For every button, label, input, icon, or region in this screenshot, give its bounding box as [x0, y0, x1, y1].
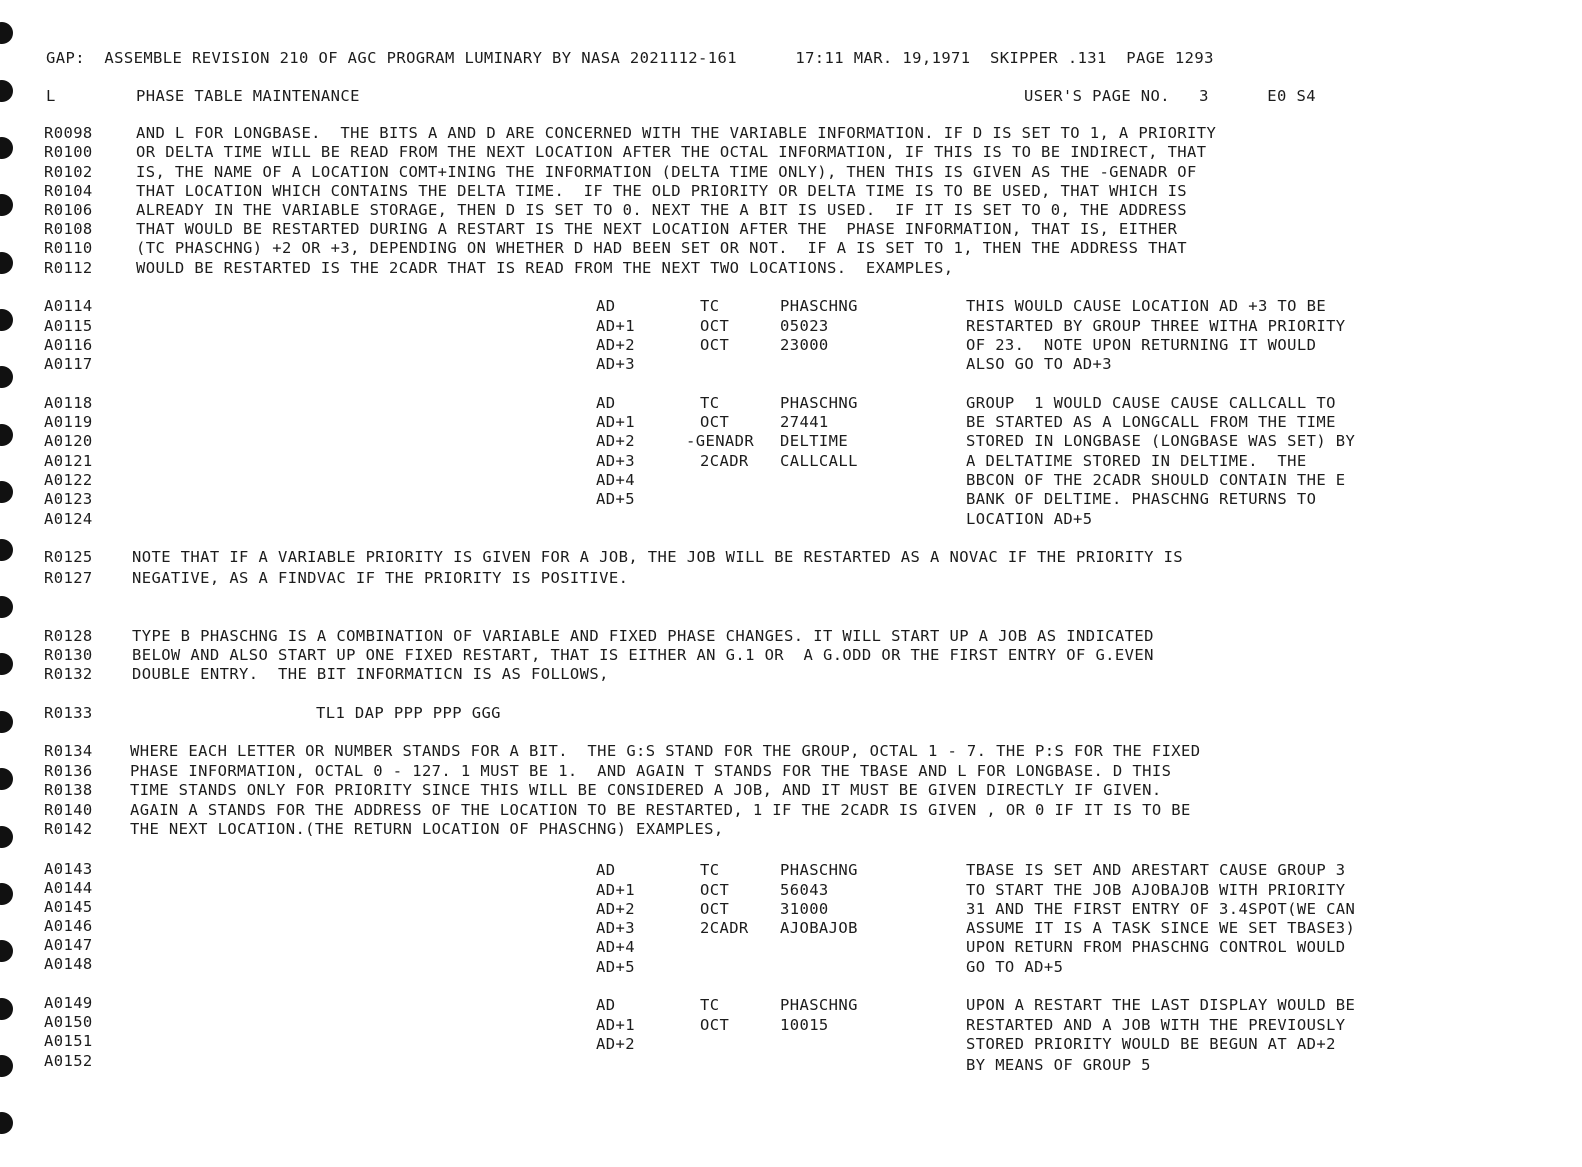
line-label: R0125	[44, 548, 93, 566]
code-address: AD+2	[596, 336, 635, 354]
line-label: R0142	[44, 820, 93, 838]
code-opcode: TC	[700, 394, 720, 412]
code-comment: RESTARTED BY GROUP THREE WITHA PRIORITY	[966, 317, 1346, 335]
code-address: AD+4	[596, 938, 635, 956]
code-operand: PHASCHNG	[780, 297, 858, 315]
line-label: R0106	[44, 201, 93, 219]
code-comment: 31 AND THE FIRST ENTRY OF 3.4SPOT(WE CAN	[966, 900, 1356, 918]
comment-text: WHERE EACH LETTER OR NUMBER STANDS FOR A BIT. THE G:S STAND FOR THE GROUP, OCTAL 1 - 7. THE P:S FOR THE FIXED	[130, 742, 1201, 760]
comment-text: ALREADY IN THE VARIABLE STORAGE, THEN D IS SET TO 0. NEXT THE A BIT IS USED. IF IT IS SET TO 0, THE ADDRESS	[136, 201, 1188, 219]
code-operand: AJOBAJOB	[780, 919, 858, 937]
code-address: AD+1	[596, 317, 635, 335]
code-comment: GO TO AD+5	[966, 958, 1064, 976]
code-comment: ASSUME IT IS A TASK SINCE WE SET TBASE3)	[966, 919, 1356, 937]
punch-hole	[0, 940, 13, 962]
code-operand: PHASCHNG	[780, 394, 858, 412]
code-address: AD	[596, 394, 616, 412]
line-label: A0119	[44, 413, 93, 431]
code-comment: OF 23. NOTE UPON RETURNING IT WOULD	[966, 336, 1317, 354]
code-address: AD+3	[596, 452, 635, 470]
line-label: A0115	[44, 317, 93, 335]
comment-text: NOTE THAT IF A VARIABLE PRIORITY IS GIVEN FOR A JOB, THE JOB WILL BE RESTARTED AS A NOVAC IF THE PRIORITY IS	[132, 548, 1184, 566]
code-operand: 27441	[780, 413, 829, 431]
line-label: R0132	[44, 665, 93, 683]
line-label: R0130	[44, 646, 93, 664]
code-comment: GROUP 1 WOULD CAUSE CAUSE CALLCALL TO	[966, 394, 1336, 412]
comment-text: THAT LOCATION WHICH CONTAINS THE DELTA TIME. IF THE OLD PRIORITY OR DELTA TIME IS TO BE USED, THAT WHICH IS	[136, 182, 1188, 200]
line-label: A0114	[44, 297, 93, 315]
comment-text: AGAIN A STANDS FOR THE ADDRESS OF THE LOCATION TO BE RESTARTED, 1 IF THE 2CADR IS GIVEN , OR 0 IF IT IS TO BE	[130, 801, 1191, 819]
code-address: AD+3	[596, 355, 635, 373]
line-label: R0112	[44, 259, 93, 277]
punch-hole	[0, 194, 13, 216]
code-operand: 56043	[780, 881, 829, 899]
line-label: R0108	[44, 220, 93, 238]
punch-hole	[0, 768, 13, 790]
code-address: AD+1	[596, 881, 635, 899]
punch-hole	[0, 998, 13, 1020]
code-opcode: OCT	[700, 1016, 730, 1034]
code-operand: PHASCHNG	[780, 861, 858, 879]
line-label: A0122	[44, 471, 93, 489]
comment-text: PHASE INFORMATION, OCTAL 0 - 127. 1 MUST BE 1. AND AGAIN T STANDS FOR THE TBASE AND L FOR LONGBASE. D THIS	[130, 762, 1172, 780]
line-label: R0100	[44, 143, 93, 161]
code-comment: UPON RETURN FROM PHASCHNG CONTROL WOULD	[966, 938, 1346, 956]
code-opcode: OCT	[700, 881, 730, 899]
code-operand: PHASCHNG	[780, 996, 858, 1014]
line-label: R0136	[44, 762, 93, 780]
listing-header: GAP: ASSEMBLE REVISION 210 OF AGC PROGRAM LUMINARY BY NASA 2021112-161 17:11 MAR. 19,1971 SKIPPER .131 PAGE 1293	[46, 49, 1214, 67]
code-address: AD+4	[596, 471, 635, 489]
code-comment: BBCON OF THE 2CADR SHOULD CONTAIN THE E	[966, 471, 1346, 489]
punch-hole	[0, 1112, 13, 1134]
line-label: A0123	[44, 490, 93, 508]
code-comment: RESTARTED AND A JOB WITH THE PREVIOUSLY	[966, 1016, 1346, 1034]
code-opcode: 2CADR	[700, 919, 749, 937]
line-label: A0143	[44, 860, 93, 878]
comment-text: DOUBLE ENTRY. THE BIT INFORMATICN IS AS FOLLOWS,	[132, 665, 609, 683]
code-comment: UPON A RESTART THE LAST DISPLAY WOULD BE	[966, 996, 1356, 1014]
code-comment: ALSO GO TO AD+3	[966, 355, 1112, 373]
comment-text: BELOW AND ALSO START UP ONE FIXED RESTART, THAT IS EITHER AN G.1 OR A G.ODD OR THE FIRST ENTRY OF G.EVEN	[132, 646, 1154, 664]
comment-text: THE NEXT LOCATION.(THE RETURN LOCATION OF PHASCHNG) EXAMPLES,	[130, 820, 724, 838]
comment-text: TIME STANDS ONLY FOR PRIORITY SINCE THIS WILL BE CONSIDERED A JOB, AND IT MUST BE GIVEN DIRECTLY IF GIVEN.	[130, 781, 1162, 799]
line-label: R0127	[44, 569, 93, 587]
code-opcode: OCT	[700, 900, 730, 918]
header-section-letter: L	[46, 87, 56, 105]
code-address: AD	[596, 297, 616, 315]
comment-text: (TC PHASCHNG) +2 OR +3, DEPENDING ON WHETHER D HAD BEEN SET OR NOT. IF A IS SET TO 1, THEN THE ADDRESS THAT	[136, 239, 1188, 257]
comment-text: TYPE B PHASCHNG IS A COMBINATION OF VARIABLE AND FIXED PHASE CHANGES. IT WILL START UP A JOB AS INDICATED	[132, 627, 1154, 645]
punch-hole	[0, 711, 13, 733]
code-opcode: OCT	[700, 413, 730, 431]
code-comment: TBASE IS SET AND ARESTART CAUSE GROUP 3	[966, 861, 1346, 879]
code-comment: BANK OF DELTIME. PHASCHNG RETURNS TO	[966, 490, 1317, 508]
line-label: R0098	[44, 124, 93, 142]
code-comment: TO START THE JOB AJOBAJOB WITH PRIORITY	[966, 881, 1346, 899]
line-label: A0121	[44, 452, 93, 470]
line-label: A0150	[44, 1013, 93, 1031]
code-address: AD+2	[596, 432, 635, 450]
line-label: R0128	[44, 627, 93, 645]
punch-hole	[0, 539, 13, 561]
punch-hole	[0, 424, 13, 446]
code-comment: THIS WOULD CAUSE LOCATION AD +3 TO BE	[966, 297, 1327, 315]
code-operand: 31000	[780, 900, 829, 918]
line-label: A0152	[44, 1052, 93, 1070]
line-label: R0134	[44, 742, 93, 760]
code-opcode: OCT	[700, 336, 730, 354]
bit-format: TL1 DAP PPP PPP GGG	[316, 704, 501, 722]
comment-text: NEGATIVE, AS A FINDVAC IF THE PRIORITY IS POSITIVE.	[132, 569, 629, 587]
code-operand: DELTIME	[780, 432, 849, 450]
code-operand: CALLCALL	[780, 452, 858, 470]
section-title: PHASE TABLE MAINTENANCE	[136, 87, 360, 105]
line-label: A0145	[44, 898, 93, 916]
code-address: AD+1	[596, 1016, 635, 1034]
line-label: R0102	[44, 163, 93, 181]
code-opcode: TC	[700, 996, 720, 1014]
code-address: AD+2	[596, 900, 635, 918]
punch-hole	[0, 309, 13, 331]
code-operand: 05023	[780, 317, 829, 335]
punch-hole	[0, 22, 13, 44]
code-opcode: TC	[700, 861, 720, 879]
line-label: A0144	[44, 879, 93, 897]
line-label: A0124	[44, 510, 93, 528]
comment-text: WOULD BE RESTARTED IS THE 2CADR THAT IS READ FROM THE NEXT TWO LOCATIONS. EXAMPLES,	[136, 259, 954, 277]
line-label: R0110	[44, 239, 93, 257]
line-label: A0151	[44, 1032, 93, 1050]
code-opcode: 2CADR	[700, 452, 749, 470]
line-label: R0133	[44, 704, 93, 722]
line-label: A0116	[44, 336, 93, 354]
code-comment: STORED IN LONGBASE (LONGBASE WAS SET) BY	[966, 432, 1356, 450]
punch-hole	[0, 1055, 13, 1077]
code-address: AD	[596, 861, 616, 879]
code-opcode: OCT	[700, 317, 730, 335]
punch-hole	[0, 596, 13, 618]
punch-hole	[0, 481, 13, 503]
punch-hole	[0, 80, 13, 102]
code-address: AD	[596, 996, 616, 1014]
code-comment: BY MEANS OF GROUP 5	[966, 1056, 1151, 1074]
punch-hole	[0, 653, 13, 675]
punch-hole	[0, 366, 13, 388]
punch-hole	[0, 137, 13, 159]
line-label: A0147	[44, 936, 93, 954]
comment-text: AND L FOR LONGBASE. THE BITS A AND D ARE CONCERNED WITH THE VARIABLE INFORMATION. IF D IS SET TO 1, A PRIORITY	[136, 124, 1217, 142]
code-operand: 23000	[780, 336, 829, 354]
comment-text: IS, THE NAME OF A LOCATION COMT+INING THE INFORMATION (DELTA TIME ONLY), THEN THIS IS GIVEN AS THE -GENADR OF	[136, 163, 1197, 181]
user-page-number: USER'S PAGE NO. 3 E0 S4	[1024, 87, 1316, 105]
punch-hole	[0, 826, 13, 848]
code-opcode: -GENADR	[686, 432, 755, 450]
line-label: A0146	[44, 917, 93, 935]
line-label: R0138	[44, 781, 93, 799]
code-address: AD+3	[596, 919, 635, 937]
line-label: A0117	[44, 355, 93, 373]
punch-hole	[0, 252, 13, 274]
line-label: A0149	[44, 994, 93, 1012]
code-comment: STORED PRIORITY WOULD BE BEGUN AT AD+2	[966, 1035, 1336, 1053]
code-address: AD+5	[596, 490, 635, 508]
code-opcode: TC	[700, 297, 720, 315]
line-label: A0118	[44, 394, 93, 412]
comment-text: OR DELTA TIME WILL BE READ FROM THE NEXT LOCATION AFTER THE OCTAL INFORMATION, IF THIS IS TO BE INDIRECT, THAT	[136, 143, 1207, 161]
line-label: A0120	[44, 432, 93, 450]
code-operand: 10015	[780, 1016, 829, 1034]
line-label: R0140	[44, 801, 93, 819]
code-address: AD+1	[596, 413, 635, 431]
code-address: AD+2	[596, 1035, 635, 1053]
code-comment: A DELTATIME STORED IN DELTIME. THE	[966, 452, 1307, 470]
line-label: R0104	[44, 182, 93, 200]
comment-text: THAT WOULD BE RESTARTED DURING A RESTART IS THE NEXT LOCATION AFTER THE PHASE INFORMATION, THAT IS, EITHER	[136, 220, 1178, 238]
code-comment: LOCATION AD+5	[966, 510, 1093, 528]
punch-hole	[0, 883, 13, 905]
code-address: AD+5	[596, 958, 635, 976]
line-label: A0148	[44, 955, 93, 973]
code-comment: BE STARTED AS A LONGCALL FROM THE TIME	[966, 413, 1336, 431]
